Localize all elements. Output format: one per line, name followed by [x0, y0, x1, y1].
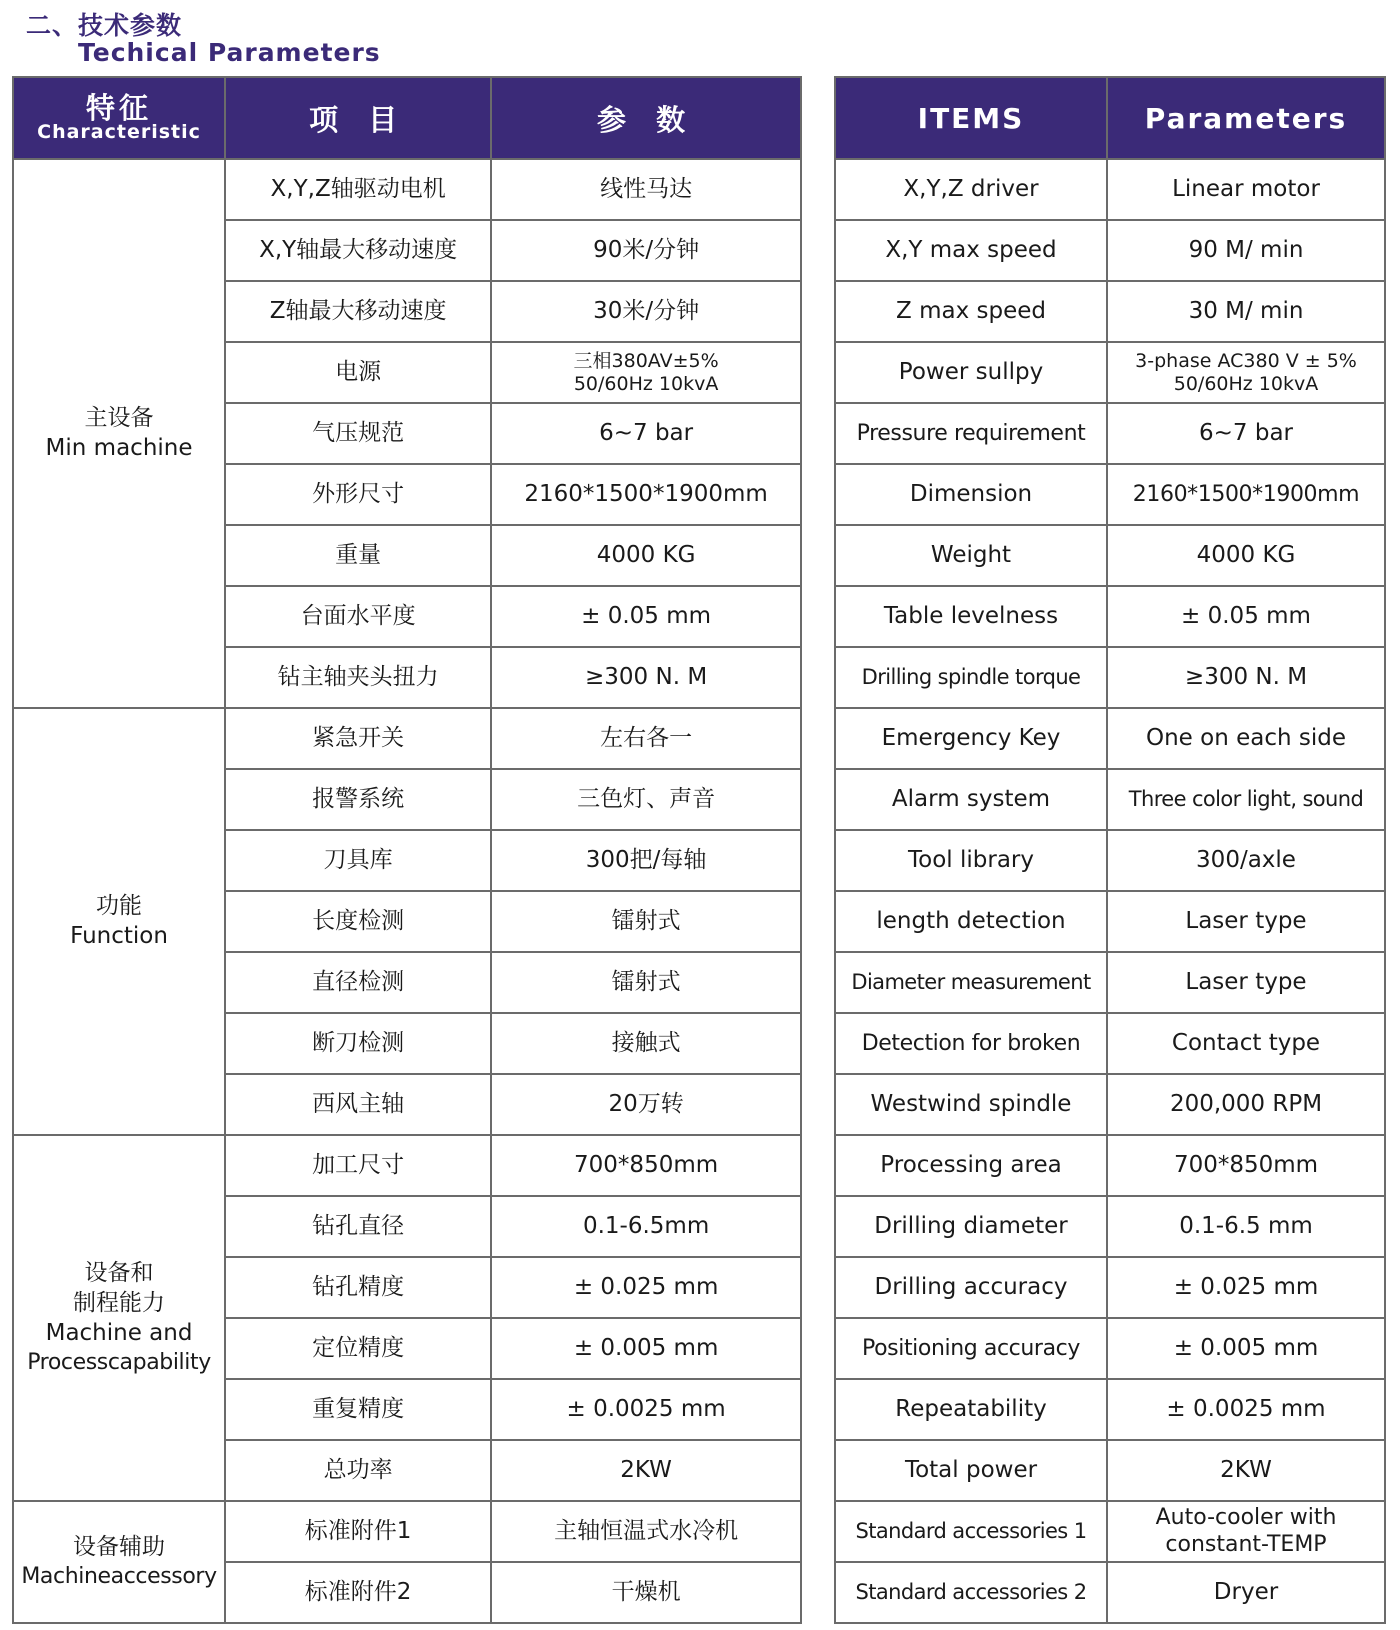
- item-cell: Drilling accuracy: [835, 1257, 1107, 1318]
- param-line-1: 三相380AV±5%: [573, 349, 719, 372]
- section-title-en: Techical Parameters: [78, 38, 381, 67]
- table-header-row: [835, 77, 1385, 159]
- param-cell: 干燥机: [491, 1562, 801, 1623]
- table-row: [835, 647, 1385, 708]
- header-param: 参 数: [491, 77, 801, 159]
- item-cell: Tool library: [835, 830, 1107, 891]
- item-cell: Standard accessories 2: [835, 1562, 1107, 1623]
- table-row: [835, 1074, 1385, 1135]
- item-cell: Total power: [835, 1440, 1107, 1501]
- table-row: [835, 586, 1385, 647]
- table-row: [835, 1501, 1385, 1562]
- table-row: [835, 342, 1385, 403]
- param-cell: 300把/每轴: [491, 830, 801, 891]
- param-cell: 主轴恒温式水冷机: [491, 1501, 801, 1562]
- item-cell: 总功率: [225, 1440, 491, 1501]
- item-cell: Z轴最大移动速度: [225, 281, 491, 342]
- item-cell: Processing area: [835, 1135, 1107, 1196]
- param-cell: 6~7 bar: [1107, 403, 1385, 464]
- item-cell: Positioning accuracy: [835, 1318, 1107, 1379]
- item-cell: 西风主轴: [225, 1074, 491, 1135]
- item-cell: 标准附件1: [225, 1501, 491, 1562]
- item-cell: Table levelness: [835, 586, 1107, 647]
- table-row: [835, 220, 1385, 281]
- section-title-cn: 二、技术参数: [26, 11, 183, 40]
- item-cell: 报警系统: [225, 769, 491, 830]
- item-cell: Z max speed: [835, 281, 1107, 342]
- param-line-1: Auto-cooler with: [1155, 1505, 1337, 1531]
- param-line-2: constant-TEMP: [1165, 1531, 1327, 1557]
- item-cell: Detection for broken: [835, 1013, 1107, 1074]
- group-label-en: Function: [70, 922, 168, 949]
- table-row: [835, 891, 1385, 952]
- item-cell: 紧急开关: [225, 708, 491, 769]
- item-cell: Westwind spindle: [835, 1074, 1107, 1135]
- param-cell: ± 0.005 mm: [1107, 1318, 1385, 1379]
- group-label-en-2: Processcapability: [27, 1349, 211, 1375]
- param-cell: 200,000 RPM: [1107, 1074, 1385, 1135]
- item-cell: Dimension: [835, 464, 1107, 525]
- item-cell: Power sullpy: [835, 342, 1107, 403]
- param-cell: 0.1-6.5mm: [491, 1196, 801, 1257]
- param-cell: [1107, 342, 1385, 403]
- group-machine-accessory: [13, 1501, 225, 1623]
- item-cell: 重量: [225, 525, 491, 586]
- table-row: [13, 708, 801, 769]
- item-cell: 断刀检测: [225, 1013, 491, 1074]
- param-cell: 2KW: [1107, 1440, 1385, 1501]
- param-cell: Linear motor: [1107, 159, 1385, 220]
- param-cell: ± 0.025 mm: [1107, 1257, 1385, 1318]
- table-row: [835, 1379, 1385, 1440]
- item-cell: 台面水平度: [225, 586, 491, 647]
- header-characteristic-en: Characteristic: [37, 121, 201, 144]
- item-cell: 钻主轴夹头扭力: [225, 647, 491, 708]
- table-row: [13, 1135, 801, 1196]
- table-row: [835, 952, 1385, 1013]
- item-cell: 长度检测: [225, 891, 491, 952]
- table-row: [835, 1440, 1385, 1501]
- param-cell: 300/axle: [1107, 830, 1385, 891]
- table-row: [835, 1318, 1385, 1379]
- param-cell: ± 0.0025 mm: [1107, 1379, 1385, 1440]
- param-cell: [491, 342, 801, 403]
- param-cell: 6~7 bar: [491, 403, 801, 464]
- table-row: [835, 1196, 1385, 1257]
- group-label-cn-1: 设备和: [84, 1259, 154, 1286]
- table-row: [835, 403, 1385, 464]
- item-cell: 钻孔精度: [225, 1257, 491, 1318]
- item-cell: 加工尺寸: [225, 1135, 491, 1196]
- item-cell: 直径检测: [225, 952, 491, 1013]
- item-cell: X,Y max speed: [835, 220, 1107, 281]
- param-cell: ≥300 N. M: [491, 647, 801, 708]
- param-cell: 2KW: [491, 1440, 801, 1501]
- param-cell: Laser type: [1107, 891, 1385, 952]
- item-cell: Diameter measurement: [835, 952, 1107, 1013]
- param-cell: 接触式: [491, 1013, 801, 1074]
- table-row: [835, 769, 1385, 830]
- param-cell: 镭射式: [491, 952, 801, 1013]
- group-label-cn: 设备辅助: [73, 1533, 166, 1560]
- param-cell: Three color light, sound: [1107, 769, 1385, 830]
- group-label-cn: 功能: [96, 892, 143, 919]
- param-cell: Dryer: [1107, 1562, 1385, 1623]
- table-row: [835, 708, 1385, 769]
- item-cell: Alarm system: [835, 769, 1107, 830]
- item-cell: X,Y,Z driver: [835, 159, 1107, 220]
- parameters-table-chinese: [12, 76, 802, 1624]
- table-row: [835, 464, 1385, 525]
- item-cell: Standard accessories 1: [835, 1501, 1107, 1562]
- param-cell: ± 0.05 mm: [1107, 586, 1385, 647]
- param-cell: 4000 KG: [491, 525, 801, 586]
- item-cell: Drilling spindle torque: [835, 647, 1107, 708]
- group-label-en: Machineaccessory: [21, 1563, 217, 1589]
- header-item: 项 目: [225, 77, 491, 159]
- group-label-cn: 主设备: [84, 404, 154, 431]
- group-label-cn-2: 制程能力: [73, 1289, 166, 1316]
- table-row: [835, 1013, 1385, 1074]
- item-cell: Weight: [835, 525, 1107, 586]
- group-label-en-1: Machine and: [45, 1319, 193, 1346]
- param-cell: 镭射式: [491, 891, 801, 952]
- param-cell: ± 0.025 mm: [491, 1257, 801, 1318]
- item-cell: 重复精度: [225, 1379, 491, 1440]
- item-cell: X,Y,Z轴驱动电机: [225, 159, 491, 220]
- item-cell: 钻孔直径: [225, 1196, 491, 1257]
- item-cell: Drilling diameter: [835, 1196, 1107, 1257]
- param-cell: 90 M/ min: [1107, 220, 1385, 281]
- header-characteristic-cn: 特征: [86, 90, 153, 125]
- table-row: [835, 159, 1385, 220]
- item-cell: 电源: [225, 342, 491, 403]
- param-cell: ± 0.005 mm: [491, 1318, 801, 1379]
- param-cell: 左右各一: [491, 708, 801, 769]
- group-function: [13, 708, 225, 1135]
- item-cell: X,Y轴最大移动速度: [225, 220, 491, 281]
- group-machine-process-capability: [13, 1135, 225, 1501]
- param-line-2: 50/60Hz 10kvA: [573, 372, 719, 395]
- param-line-1: 3-phase AC380 V ± 5%: [1135, 349, 1357, 372]
- param-cell: 线性马达: [491, 159, 801, 220]
- group-main-machine: [13, 159, 225, 708]
- param-cell: 30 M/ min: [1107, 281, 1385, 342]
- item-cell: Emergency Key: [835, 708, 1107, 769]
- param-cell: ≥300 N. M: [1107, 647, 1385, 708]
- table-row: [835, 830, 1385, 891]
- param-cell: One on each side: [1107, 708, 1385, 769]
- param-cell: 20万转: [491, 1074, 801, 1135]
- item-cell: 外形尺寸: [225, 464, 491, 525]
- table-row: [835, 1135, 1385, 1196]
- table-header-row: [13, 77, 801, 159]
- header-characteristic: [13, 77, 225, 159]
- parameters-table-english: [834, 76, 1386, 1624]
- header-parameters: Parameters: [1107, 77, 1385, 159]
- item-cell: 刀具库: [225, 830, 491, 891]
- param-cell: 700*850mm: [1107, 1135, 1385, 1196]
- item-cell: Pressure requirement: [835, 403, 1107, 464]
- param-cell: Laser type: [1107, 952, 1385, 1013]
- table-row: [13, 159, 801, 220]
- table-row: [13, 1501, 801, 1562]
- header-items: ITEMS: [835, 77, 1107, 159]
- param-cell: ± 0.05 mm: [491, 586, 801, 647]
- param-cell: 2160*1500*1900mm: [1107, 464, 1385, 525]
- table-row: [835, 281, 1385, 342]
- param-cell: 0.1-6.5 mm: [1107, 1196, 1385, 1257]
- param-cell: [1107, 1501, 1385, 1562]
- item-cell: 气压规范: [225, 403, 491, 464]
- item-cell: 定位精度: [225, 1318, 491, 1379]
- param-cell: 30米/分钟: [491, 281, 801, 342]
- param-cell: 4000 KG: [1107, 525, 1385, 586]
- param-cell: 90米/分钟: [491, 220, 801, 281]
- table-row: [835, 1562, 1385, 1623]
- table-row: [835, 1257, 1385, 1318]
- item-cell: Repeatability: [835, 1379, 1107, 1440]
- param-cell: 三色灯、声音: [491, 769, 801, 830]
- item-cell: 标准附件2: [225, 1562, 491, 1623]
- table-row: [835, 525, 1385, 586]
- param-cell: Contact type: [1107, 1013, 1385, 1074]
- param-cell: 700*850mm: [491, 1135, 801, 1196]
- param-cell: 2160*1500*1900mm: [491, 464, 801, 525]
- item-cell: length detection: [835, 891, 1107, 952]
- param-line-2: 50/60Hz 10kvA: [1173, 372, 1319, 395]
- param-cell: ± 0.0025 mm: [491, 1379, 801, 1440]
- group-label-en: Min machine: [45, 434, 193, 461]
